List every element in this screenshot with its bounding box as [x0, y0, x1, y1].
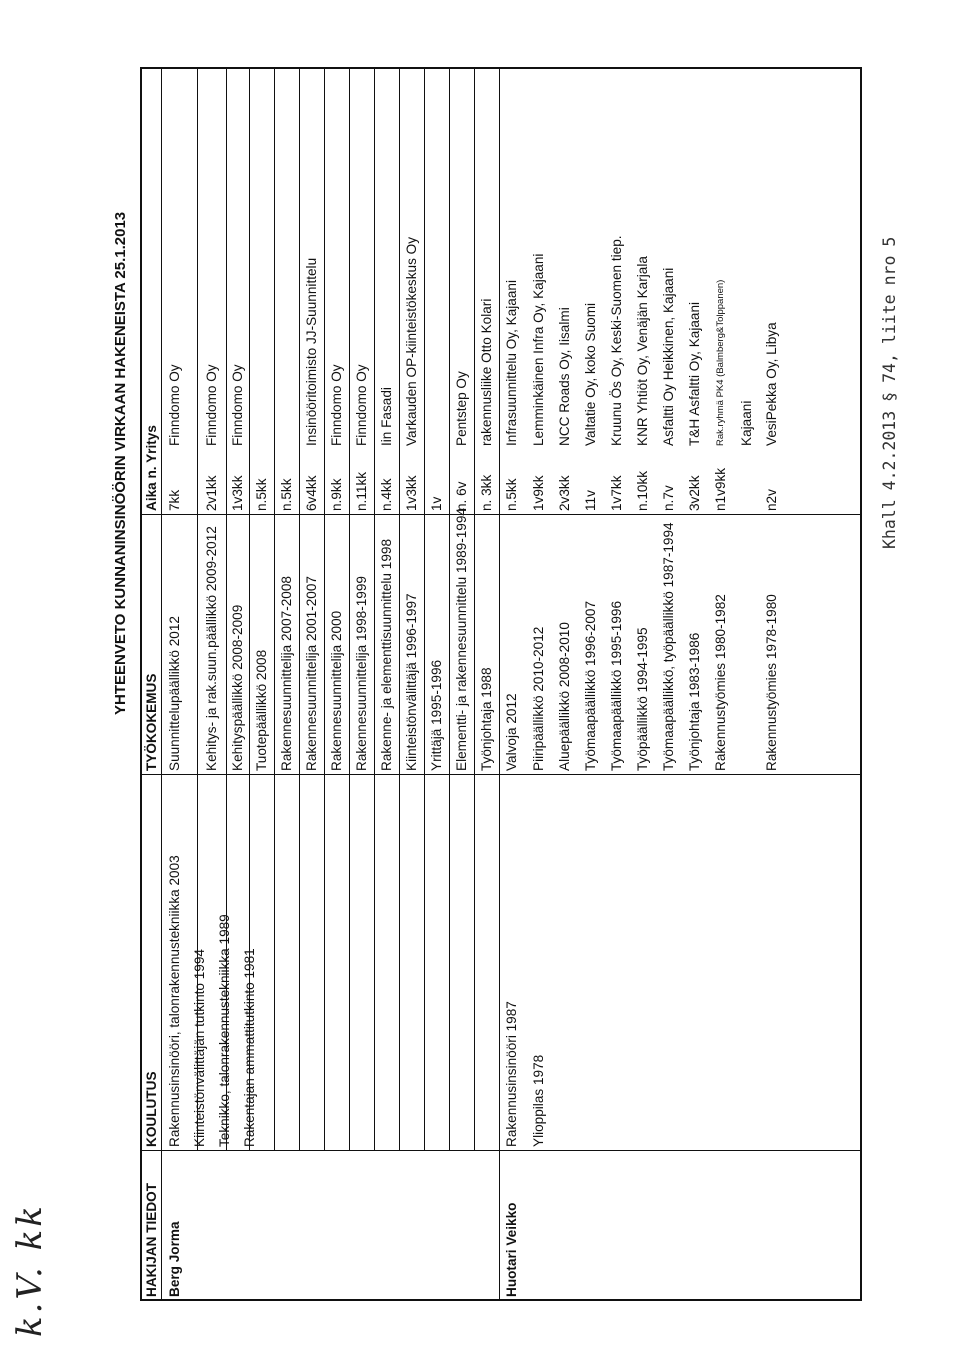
experience-entry: Valvoja 2012: [504, 693, 519, 771]
time-entry: 7kk: [167, 489, 182, 511]
stamp-part: Khall: [880, 499, 899, 549]
experience-entry: Elementti- ja rakennesuunnittelu 1989-1994: [454, 508, 469, 771]
education-entry: Kiinteistönvälittäjän tutkinto 1994: [192, 949, 207, 1147]
company-entry: Kruunu Ös Oy, Keski-Suomen tiep.: [609, 235, 624, 446]
experience-entry: Rakennesuunnittelija 1998-1999: [354, 576, 369, 771]
company-entry: Varkauden OP-kiinteistökeskus Oy: [404, 236, 419, 446]
company-entry: Rak.ryhmä PK4 (Balmberg&Tolppanen): [715, 279, 726, 446]
experience-entry: Rakennustyömies 1978-1980: [764, 594, 779, 771]
experience-entry: Yrittäjä 1995-1996: [429, 659, 444, 771]
experience-entry: Rakennesuunnittelija 2007-2008: [279, 576, 294, 771]
time-entry: 1v: [429, 496, 444, 511]
experience-entry: Rakennesuunnittelija 2001-2007: [304, 576, 319, 771]
company-entry: Infrasuunnittelu Oy, Kajaani: [504, 280, 519, 446]
company-entry: Insinööritoimisto JJ-Suunnittelu: [304, 257, 319, 446]
company-entry: Finndomo Oy: [329, 364, 344, 446]
education-entry: Rakennusinsinööri 1987: [504, 1001, 519, 1147]
time-entry: n.11kk: [354, 471, 369, 511]
experience-entry: Työpäällikkö 1994-1995: [635, 627, 650, 771]
row-rule: [324, 67, 325, 1151]
company-entry: Finndomo Oy: [167, 364, 182, 446]
row-rule: [424, 67, 425, 1151]
time-entry: 6v4kk: [304, 475, 319, 511]
row-rule: [449, 67, 450, 1151]
time-entry: n.7v: [661, 485, 676, 511]
time-entry: 1v9kk: [531, 475, 546, 511]
experience-entry: Rakenne- ja elementtisuunnittelu 1998: [379, 538, 394, 771]
time-entry: n.5kk: [504, 478, 519, 511]
company-entry: NCC Roads Oy, Iisalmi: [557, 307, 572, 446]
stamp-part: liite: [880, 294, 899, 345]
experience-entry: Työnjohtaja 1983-1986: [687, 632, 702, 771]
experience-entry: Kehityspäällikkö 2008-2009: [230, 604, 245, 771]
row-rule: [349, 67, 350, 1151]
header-time-company: Aika n. Yritys: [144, 425, 159, 511]
time-entry: 1v7kk: [609, 475, 624, 511]
stamp-part: 5: [880, 236, 899, 247]
row-rule: [274, 67, 275, 1151]
experience-entry: Aluepäällikkö 2008-2010: [557, 622, 572, 771]
education-entry: Rakentajan ammattitutkinto 1981: [242, 948, 257, 1147]
row-rule: [474, 67, 475, 1151]
experience-entry: Piiripäällikkö 2010-2012: [531, 626, 546, 771]
experience-entry: Kehitys- ja rak.suun.päällikkö 2009-2012: [204, 526, 219, 771]
education-entry: Ylioppilas 1978: [531, 1054, 546, 1147]
column-rule: [140, 1150, 862, 1151]
stamp-part: nro: [880, 255, 899, 286]
time-entry: 2v1kk: [204, 475, 219, 511]
row-rule: [299, 67, 300, 1151]
stamp-part: §: [880, 391, 899, 402]
applicant-name: Huotari Veikko: [504, 1202, 519, 1297]
company-entry: Finndomo Oy: [354, 364, 369, 446]
stamp-part: 4.2.2013: [880, 410, 899, 491]
experience-entry: Työmaapäällikkö 1996-2007: [583, 600, 598, 771]
company-entry: T&H Asfaltti Oy, Kajaani: [687, 301, 702, 446]
company-entry: Asfaltti Oy Heikkinen, Kajaani: [661, 267, 676, 446]
company-entry: KNR Yhtiöt Oy, Venäjän Karjala: [635, 256, 650, 446]
experience-entry: Työmaapäällikkö, työpäällikkö 1987-1994: [661, 522, 676, 771]
time-entry: n.5kk: [254, 478, 269, 511]
time-entry: 11v: [583, 490, 598, 511]
experience-entry: Tuotepäällikkö 2008: [254, 649, 269, 771]
header-rule: [161, 67, 162, 1301]
column-rule: [140, 774, 862, 775]
handwritten-signature: k.V. kk: [10, 1203, 50, 1337]
experience-entry: Kiinteistönvälittäjä 1996-1997: [404, 593, 419, 771]
time-entry: n.5kk: [279, 478, 294, 511]
experience-entry: Suunnittelupäällikkö 2012: [167, 616, 182, 771]
company-entry: Lemminkäinen Infra Oy, Kajaani: [531, 253, 546, 446]
company-entry: Kajaani: [739, 400, 754, 446]
row-rule: [374, 67, 375, 1151]
company-entry: rakennusliike Otto Kolari: [479, 298, 494, 446]
row-rule: [399, 67, 400, 1151]
section-divider: [499, 67, 500, 1301]
time-entry: n1v9kk: [713, 467, 728, 511]
company-entry: Finndomo Oy: [204, 364, 219, 446]
time-entry: 1v3kk: [404, 475, 419, 511]
company-entry: Finndomo Oy: [230, 364, 245, 446]
company-entry: Pentstep Oy: [454, 371, 469, 446]
time-entry: 3v2kk: [687, 475, 702, 511]
experience-entry: Työmaapäällikkö 1995-1996: [609, 600, 624, 771]
time-entry: 1v3kk: [230, 475, 245, 511]
stamp-part: 74,: [880, 353, 899, 383]
education-entry: Teknikko, talonrakennustekniikka 1989: [217, 914, 232, 1147]
document-title: YHTEENVETO KUNNANINSINÖÖRIN VIRKAAN HAKENEISTA 25.1.2013: [112, 211, 129, 715]
column-rule: [140, 514, 862, 515]
experience-entry: Rakennesuunnittelija 2000: [329, 610, 344, 771]
time-entry: n.9kk: [329, 478, 344, 511]
applicant-name: Berg Jorma: [167, 1221, 182, 1297]
time-entry: n. 3kk: [479, 474, 494, 511]
header-education: KOULUTUS: [144, 1071, 159, 1147]
experience-entry: Rakennustyömies 1980-1982: [713, 594, 728, 771]
time-entry: n.10kk: [635, 470, 650, 511]
company-entry: Iin Fasadi: [379, 387, 394, 446]
time-entry: n.4kk: [379, 478, 394, 511]
time-entry: n2v: [764, 489, 779, 511]
time-entry: n. 6v: [454, 481, 469, 511]
header-experience: TYÖKOKEMUS: [144, 673, 159, 771]
company-entry: VesiPekka Oy, Libya: [764, 322, 779, 446]
education-entry: Rakennusinsinööri, talonrakennustekniikka 2003: [167, 855, 182, 1147]
time-entry: 2v3kk: [557, 475, 572, 511]
header-applicant: HAKIJAN TIEDOT: [144, 1182, 159, 1297]
company-entry: Valtatie Oy, koko Suomi: [583, 302, 598, 446]
experience-entry: Työnjohtaja 1988: [479, 667, 494, 771]
